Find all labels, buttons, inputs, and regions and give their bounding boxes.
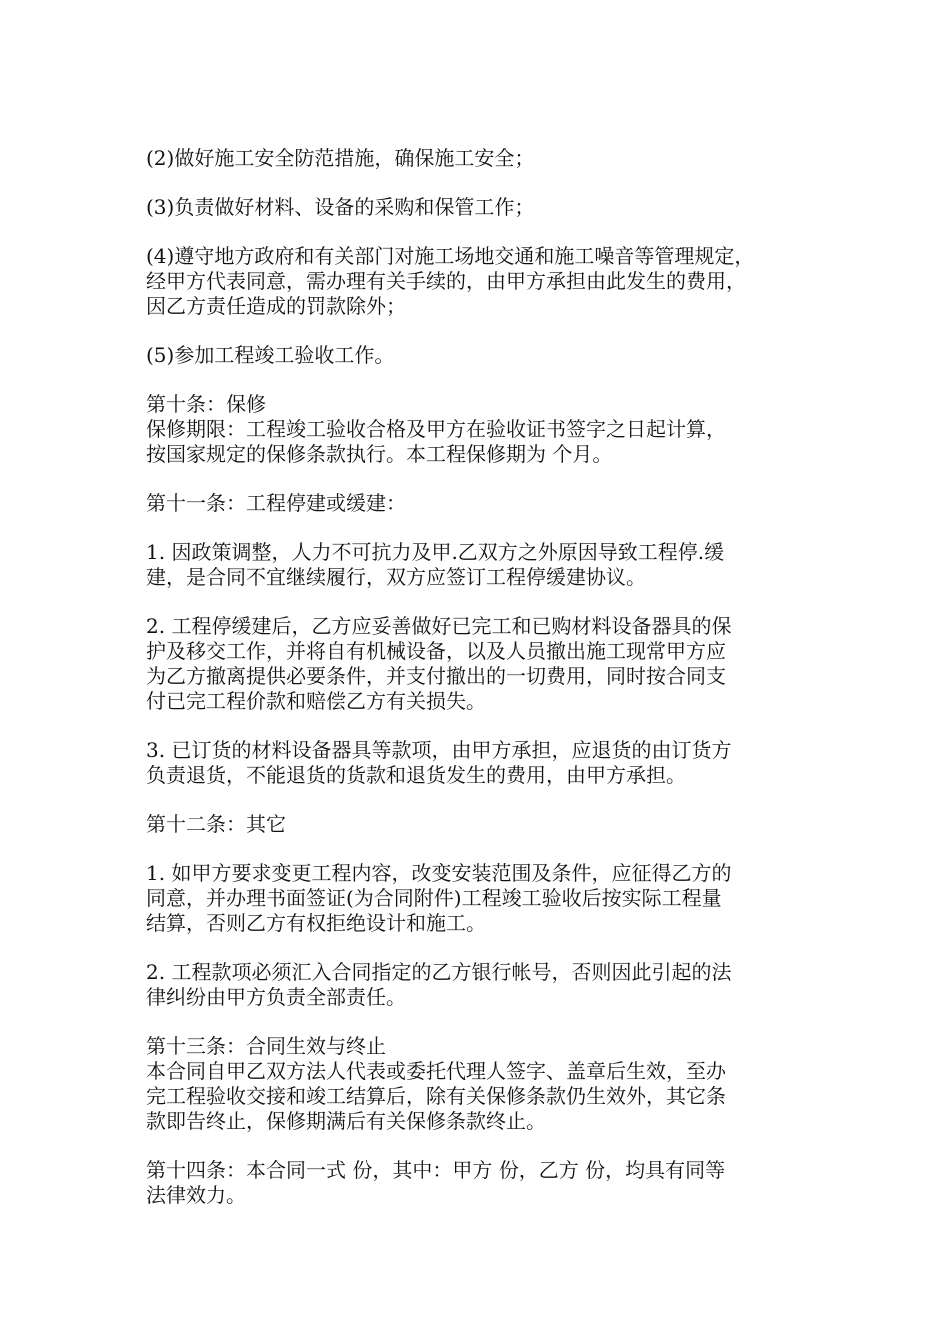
text-line: 同意，并办理书面签证(为合同附件)工程竣工验收后按实际工程量 (146, 886, 722, 910)
text-line: 结算，否则乙方有权拒绝设计和施工。 (146, 911, 486, 935)
paragraph-gap (146, 368, 816, 392)
text-line: 3. 已订货的材料设备器具等款项，由甲方承担，应退货的由订货方 (146, 738, 732, 762)
paragraph-gap (146, 171, 816, 195)
paragraph-gap (146, 590, 816, 614)
text-line: 因乙方责任造成的罚款除外； (146, 294, 406, 318)
paragraph (146, 195, 816, 220)
text-line: 付已完工程价款和赔偿乙方有关损失。 (146, 689, 486, 713)
paragraph (146, 614, 816, 714)
text-line: 负责退货，不能退货的货款和退货发生的费用，由甲方承担。 (146, 763, 686, 787)
paragraph-gap (146, 516, 816, 540)
paragraph-gap (146, 788, 816, 812)
paragraph-gap (146, 714, 816, 738)
text-line: 建，是合同不宜继续履行，双方应签订工程停缓建协议。 (146, 565, 646, 589)
text-line: (5)参加工程竣工验收工作。 (146, 343, 395, 367)
paragraph (146, 146, 816, 171)
text-line: 第十条：保修 (146, 392, 266, 416)
paragraph (146, 812, 816, 837)
paragraph (146, 1034, 816, 1134)
text-line: 按国家规定的保修条款执行。本工程保修期为 个月。 (146, 442, 613, 466)
paragraph (146, 540, 816, 590)
paragraph-gap (146, 319, 816, 343)
paragraph (146, 861, 816, 936)
text-line: (3)负责做好材料、设备的采购和保管工作； (146, 195, 535, 219)
document-body (146, 146, 816, 1208)
text-line: 为乙方撤离提供必要条件，并支付撤出的一切费用，同时按合同支 (146, 664, 726, 688)
paragraph (146, 244, 816, 319)
text-line: 款即告终止，保修期满后有关保修条款终止。 (146, 1109, 546, 1133)
paragraph (146, 491, 816, 516)
paragraph-gap (146, 1010, 816, 1034)
text-line: 1. 因政策调整，人力不可抗力及甲.乙双方之外原因导致工程停.缓 (146, 540, 725, 564)
text-line: 律纠纷由甲方负责全部责任。 (146, 985, 406, 1009)
paragraph (146, 738, 816, 788)
text-line: 经甲方代表同意，需办理有关手续的，由甲方承担由此发生的费用， (146, 269, 746, 293)
text-line: 护及移交工作，并将自有机械设备，以及人员撤出施工现常甲方应 (146, 639, 726, 663)
text-line: 第十四条：本合同一式 份，其中：甲方 份，乙方 份，均具有同等 (146, 1158, 726, 1182)
paragraph-gap (146, 936, 816, 960)
text-line: 完工程验收交接和竣工结算后，除有关保修条款仍生效外，其它条 (146, 1084, 726, 1108)
text-line: 第十一条：工程停建或缓建： (146, 491, 406, 515)
paragraph-gap (146, 1134, 816, 1158)
paragraph-gap (146, 837, 816, 861)
paragraph-gap (146, 220, 816, 244)
text-line: 本合同自甲乙双方法人代表或委托代理人签字、盖章后生效，至办 (146, 1059, 726, 1083)
text-line: 2. 工程款项必须汇入合同指定的乙方银行帐号，否则因此引起的法 (146, 960, 732, 984)
text-line: 第十三条：合同生效与终止 (146, 1034, 386, 1058)
text-line: 1. 如甲方要求变更工程内容，改变安装范围及条件，应征得乙方的 (146, 861, 732, 885)
paragraph (146, 343, 816, 368)
text-line: 保修期限：工程竣工验收合格及甲方在验收证书签字之日起计算， (146, 417, 726, 441)
text-line: (4)遵守地方政府和有关部门对施工场地交通和施工噪音等管理规定， (146, 244, 755, 268)
paragraph (146, 960, 816, 1010)
paragraph-gap (146, 467, 816, 491)
text-line: 2. 工程停缓建后，乙方应妥善做好已完工和已购材料设备器具的保 (146, 614, 732, 638)
paragraph (146, 1158, 816, 1208)
text-line: 第十二条：其它 (146, 812, 286, 836)
text-line: 法律效力。 (146, 1183, 246, 1207)
text-line: (2)做好施工安全防范措施，确保施工安全； (146, 146, 535, 170)
contract-page (146, 146, 816, 1208)
paragraph (146, 392, 816, 467)
